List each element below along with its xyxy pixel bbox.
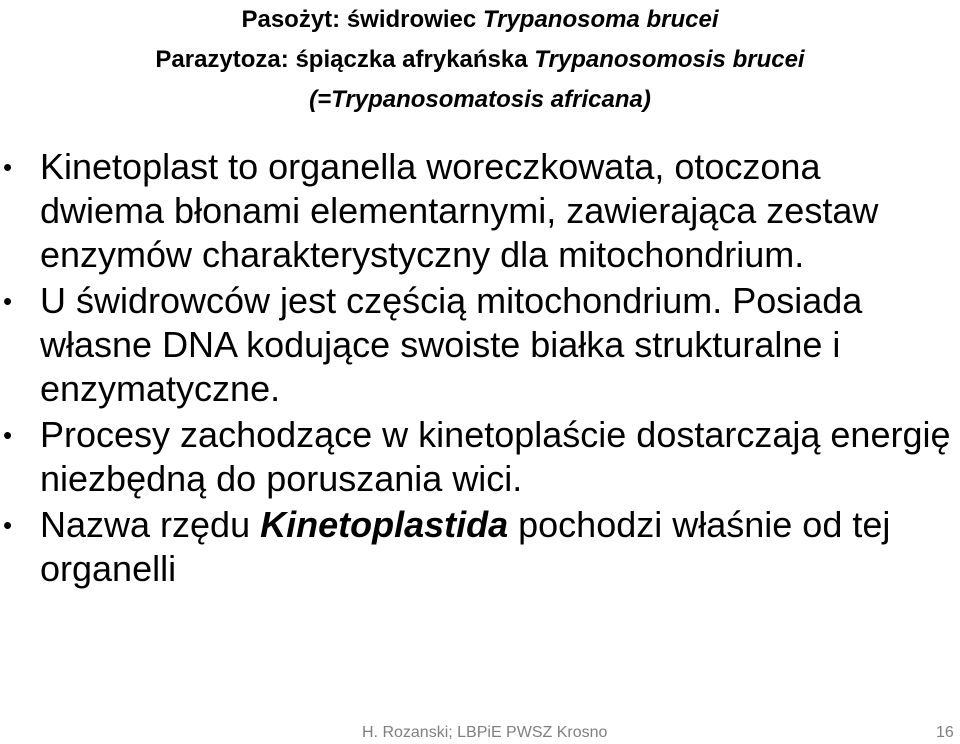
title-parasite-label: Pasożyt: świdrowiec xyxy=(241,6,483,33)
footer-credit: H. Rozanski; LBPiE PWSZ Krosno xyxy=(362,724,608,741)
title-parasite-species: Trypanosoma brucei xyxy=(482,6,719,33)
title-line-synonym xyxy=(0,80,960,120)
page-number: 16 xyxy=(936,724,954,741)
bullet-text: Procesy zachodzące w kinetoplaście dostarczają energię niezbędną do poruszania wici. xyxy=(40,414,951,499)
title-synonym: (=Trypanosomatosis africana) xyxy=(309,86,651,113)
bullet-emphasis: Kinetoplastida xyxy=(260,504,509,545)
bullet-dot-icon: • xyxy=(3,420,13,450)
title-line-disease xyxy=(0,40,960,80)
bullet-dot-icon: • xyxy=(3,510,13,540)
bullet-dot-icon: • xyxy=(3,286,13,316)
bullet-item xyxy=(0,279,960,411)
bullet-text-suffix: pochodzi właśnie od tej organelli xyxy=(40,504,891,589)
bullet-text: U świdrowców jest częścią mitochondrium. Posiada własne DNA kodujące swoiste białka strukturalne i enzymatyczne. xyxy=(40,280,863,409)
bullet-list xyxy=(0,145,960,591)
slide-title xyxy=(0,0,960,120)
bullet-text: Kinetoplast to organella woreczkowata, otoczona dwiema błonami elementarnymi, zawierająca zestaw enzymów charakterystyczny dla mitochondrium. xyxy=(40,146,879,275)
bullet-item xyxy=(0,503,960,591)
bullet-item xyxy=(0,145,960,277)
bullet-item xyxy=(0,413,960,501)
bullet-text-prefix: Nazwa rzędu xyxy=(40,504,261,545)
bullet-dot-icon: • xyxy=(3,152,13,182)
title-line-parasite xyxy=(0,0,960,40)
title-disease-label: Parazytoza: śpiączka afrykańska xyxy=(155,46,535,73)
title-disease-latin: Trypanosomosis brucei xyxy=(534,46,805,73)
